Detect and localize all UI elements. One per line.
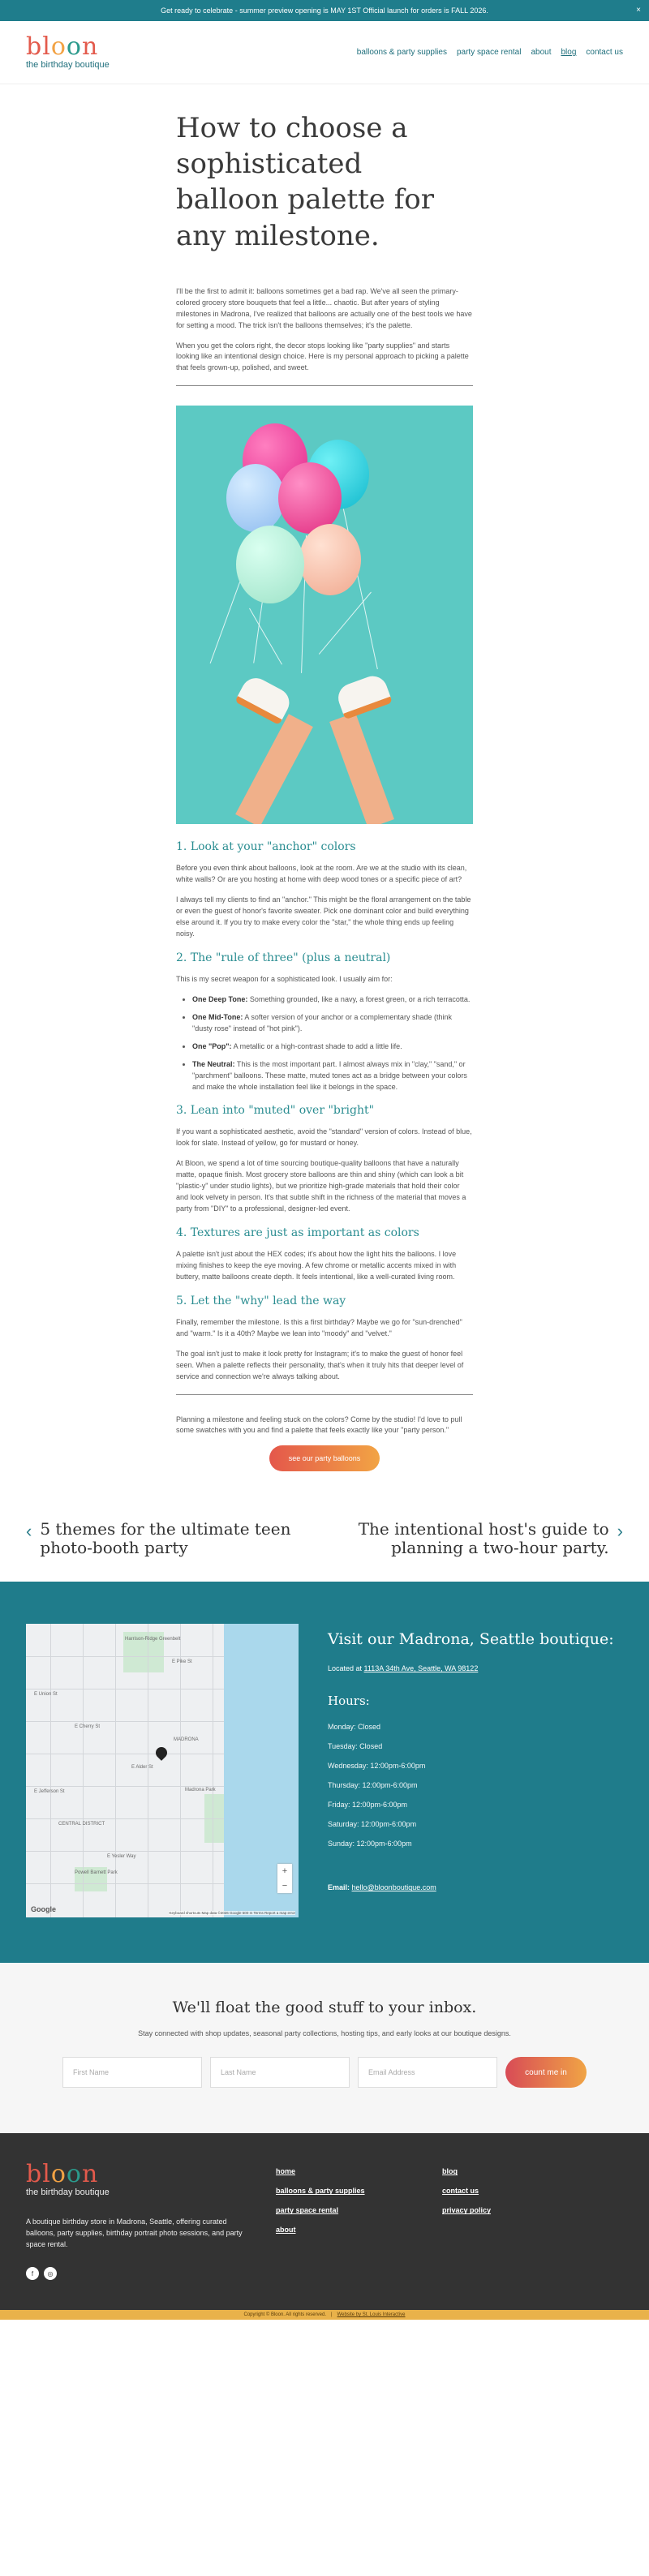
cta-wrapper [176,1445,473,1471]
map-zoom-control[interactable] [277,1864,292,1893]
list-term: The Neutral: [192,1059,235,1068]
map-pin-icon[interactable] [153,1745,170,1761]
hours-title: Hours: [328,1694,370,1709]
footer-links-secondary [442,2167,608,2280]
paragraph: At Bloon, we spend a lot of time sourcing boutique-quality balloons that have a naturally matte, opaque finish. Most grocery store balloons are thin and shiny (which can look a bit "plastic-y" under studio lights), but we prioritize high-grade materials that hold their color and look velvety in person. It's that subtle shift in the richness of the material that moves a party from "DIY" to a professional, designer-led event. [176,1159,466,1213]
list-item [192,1012,473,1035]
nav-party-space[interactable]: party space rental [456,48,522,57]
list-item [192,1041,473,1053]
section-textures [176,1226,473,1283]
section-muted-colors [176,1104,473,1215]
zoom-in-icon[interactable]: + [282,1866,288,1877]
newsletter-section [0,1963,649,2133]
map-label: E Union St [34,1692,58,1698]
copyright-text: Copyright © Bloon. All rights reserved. [243,2312,326,2318]
article-title: How to choose a sophisticated balloon palette for any milestone. [176,112,435,252]
hours-row: Monday: Closed [328,1723,381,1732]
copyright-separator: | [330,2312,333,2318]
paragraph: This is my secret weapon for a sophisticated look. I usually aim for: [176,974,393,983]
map-label: Harrison-Ridge Greenbelt [125,1637,181,1642]
section-heading: 5. Let the "why" lead the way [176,1294,346,1307]
section-anchor-colors [176,840,473,940]
zoom-out-icon[interactable]: − [282,1881,288,1891]
footer-link-party-space[interactable]: party space rental [276,2206,339,2215]
logo-letter: n [81,32,99,61]
announcement-bar [0,0,649,21]
see-party-balloons-button[interactable]: see our party balloons [269,1445,380,1471]
footer-link-about[interactable]: about [276,2226,296,2235]
newsletter-title: We'll float the good stuff to your inbox. [172,1999,477,2017]
hours-row: Thursday: 12:00pm-6:00pm [328,1781,418,1790]
divider [176,385,473,386]
paragraph: Finally, remember the milestone. Is this a first birthday? Maybe we go for "sun-drenched" and "warm." Is it a 40th? Maybe we lean into "moody" and "velvet." [176,1317,462,1337]
count-me-in-button[interactable]: count me in [505,2057,587,2088]
store-map[interactable] [26,1624,299,1917]
logo-letter: o [50,2160,67,2189]
nav-about[interactable]: about [531,48,552,57]
map-label: E Pike St [172,1659,192,1665]
newsletter-form [26,2057,623,2088]
logo-letter: b [26,32,43,61]
newsletter-subtitle: Stay connected with shop updates, seasonal party collections, hosting tips, and early looks at our boutique designs. [138,2029,511,2038]
hours-row: Friday: 12:00pm-6:00pm [328,1801,408,1810]
closing-paragraph: Planning a milestone and feeling stuck on the colors? Come by the studio! I'd love to pull some swatches with you and find a palette that feels exactly like your "party person." [176,1415,462,1435]
map-label: CENTRAL DISTRICT [58,1822,105,1827]
section-why [176,1294,473,1383]
paragraph: A palette isn't just about the HEX codes; it's about how the light hits the balloons. I love mixing finishes to keep the eye moving. A few chrome or metallic accents mixed in with buttery, matte balloons create depth. It feels intentional, like a well-curated living room. [176,1250,457,1281]
divider [176,1394,473,1395]
hero-image-balloons [176,406,473,824]
instagram-icon[interactable]: ◎ [44,2267,57,2280]
logo-letter: o [50,32,67,61]
visit-location [328,1664,614,1672]
nav-balloons[interactable]: balloons & party supplies [356,48,447,57]
footer-logo[interactable] [26,2162,247,2187]
section-heading: 2. The "rule of three" (plus a neutral) [176,951,391,964]
website-credit-link[interactable]: Website by St. Louis Interactive [337,2312,406,2318]
location-prefix: Located at [328,1664,364,1673]
intro-paragraph: I'll be the first to admit it: balloons sometimes get a bad rap. We've all seen the primary-colored grocery store bouquets that feel a little... chaotic. But after years of styling milestones in Madrona, I've realized that balloons are actually one of the best tools we have for setting a mood. The trick isn't the balloons themselves; it's the palette. [176,286,472,329]
facebook-icon[interactable]: f [26,2267,39,2280]
intro-paragraph: When you get the colors right, the decor stops looking like "party supplies" and starts looking like an intentional design choice. Here is my personal approach to picking a palette that feels grown-up, polished, and sweet. [176,341,469,372]
section-heading: 3. Lean into "muted" over "bright" [176,1104,375,1118]
logo-letter: o [66,2160,82,2189]
list-item [192,994,473,1006]
map-label: Powell Barnett Park [75,1870,118,1876]
footer-link-privacy[interactable]: privacy policy [442,2206,492,2215]
next-post-link[interactable] [331,1520,623,1557]
logo-letter: l [42,32,51,61]
map-label: E Alder St [131,1765,153,1771]
hours-row: Wednesday: 12:00pm-6:00pm [328,1762,426,1771]
list-term: One Mid-Tone: [192,1012,243,1021]
google-logo: Google [31,1905,56,1914]
logo-subtitle: the birthday boutique [26,60,110,70]
previous-post-link[interactable] [26,1520,318,1557]
visit-email [328,1883,614,1891]
list-text: This is the most important part. I almost always mix in "clay," "sand," or "parchment" balloons. These matte, muted tones act as a bridge between your colors and make the whole installation feel like it belongs in the space. [192,1059,467,1091]
email-link[interactable]: hello@bloonboutique.com [351,1883,436,1892]
paragraph: If you want a sophisticated aesthetic, avoid the "standard" version of colors. Instead of blue, look for slate. Instead of yellow, go for mustard or honey. [176,1127,472,1148]
logo-letter: o [66,32,82,61]
site-header [0,21,649,84]
footer-link-home[interactable]: home [276,2167,296,2176]
chevron-left-icon: ‹ [26,1521,32,1542]
map-label: Madrona Park [185,1788,216,1793]
map-label: E Yesler Way [107,1854,136,1860]
main-nav [357,48,623,57]
hours-row: Tuesday: Closed [328,1742,383,1751]
close-icon[interactable]: × [636,6,641,15]
paragraph: The goal isn't just to make it look pretty for Instagram; it's to make the guest of honor feel seen. When a palette reflects their personality, that's when it truly hits that deeper level of service and connection we're always talking about. [176,1349,464,1380]
list-text: A softer version of your anchor or a complementary shade (think "dusty rose" instead of "hot pink"). [192,1012,452,1033]
logo-letter: l [42,2160,51,2189]
visit-info [328,1624,614,1917]
article-intro [176,286,473,375]
list-text: Something grounded, like a navy, a forest green, or a rich terracotta. [249,994,471,1003]
visit-title: Visit our Madrona, Seattle boutique: [328,1630,614,1649]
copyright-bar [0,2310,649,2320]
closing [176,1415,473,1437]
next-post-title: The intentional host's guide to planning a two-hour party. [358,1519,609,1558]
first-name-input[interactable] [62,2057,202,2088]
footer-link-balloons[interactable]: balloons & party supplies [276,2187,365,2196]
logo[interactable] [26,32,110,70]
social-links [26,2267,247,2280]
footer-description: A boutique birthday store in Madrona, Seattle, offering curated balloons, party supplies, birthday portrait photo sessions, and party space rental. [26,2218,243,2249]
email-label: Email: [328,1883,352,1892]
section-rule-of-three [176,951,473,1093]
chevron-right-icon: › [617,1521,623,1542]
visit-section [0,1582,649,1963]
email-input[interactable] [358,2057,497,2088]
list-term: One "Pop": [192,1041,232,1050]
footer-link-blog[interactable]: blog [442,2167,458,2176]
blog-article [176,110,473,1471]
paragraph: Before you even think about balloons, look at the room. Are we at the studio with its clean, white walls? Or are you hosting at home with deep wood tones or a specific piece of art? [176,864,467,884]
map-label: E Cherry St [75,1724,101,1730]
logo-letter: n [81,2160,99,2189]
map-label: E Jefferson St [34,1789,65,1795]
announcement-text: Get ready to celebrate - summer preview opening is MAY 1ST Official launch for orders is FALL 2026. [161,6,488,15]
section-heading: 1. Look at your "anchor" colors [176,840,356,854]
palette-list [192,994,473,1093]
nav-blog[interactable]: blog [561,48,577,57]
logo-letter: b [26,2160,43,2189]
paragraph: I always tell my clients to find an "anchor." This might be the floral arrangement on the table or even the guest of honor's favorite sweater. Pick one dominant color and build everything else around it. If you try to make every color the "star," the whole thing ends up feeling noisy. [176,895,471,938]
footer-brand [26,2162,247,2280]
logo-wordmark [26,32,110,61]
last-name-input[interactable] [210,2057,350,2088]
list-item [192,1059,473,1093]
post-navigation [0,1520,649,1557]
nav-contact[interactable]: contact us [586,48,623,57]
map-label: MADRONA [174,1737,199,1743]
section-heading: 4. Textures are just as important as colors [176,1226,419,1239]
site-footer [0,2133,649,2310]
list-text: A metallic or a high-contrast shade to add a little life. [233,1041,402,1050]
footer-link-contact[interactable]: contact us [442,2187,479,2196]
map-attribution: Keyboard shortcuts Map data ©2026 Google 500 m Terms Report a map error [169,1911,295,1916]
address-link[interactable]: 1113A 34th Ave, Seattle, WA 98122 [363,1664,479,1673]
footer-logo-subtitle: the birthday boutique [26,2187,110,2198]
hours-row: Sunday: 12:00pm-6:00pm [328,1840,412,1848]
hours-row: Saturday: 12:00pm-6:00pm [328,1820,417,1829]
footer-links-primary [276,2167,442,2280]
previous-post-title: 5 themes for the ultimate teen photo-booth party [40,1519,291,1558]
list-term: One Deep Tone: [192,994,248,1003]
